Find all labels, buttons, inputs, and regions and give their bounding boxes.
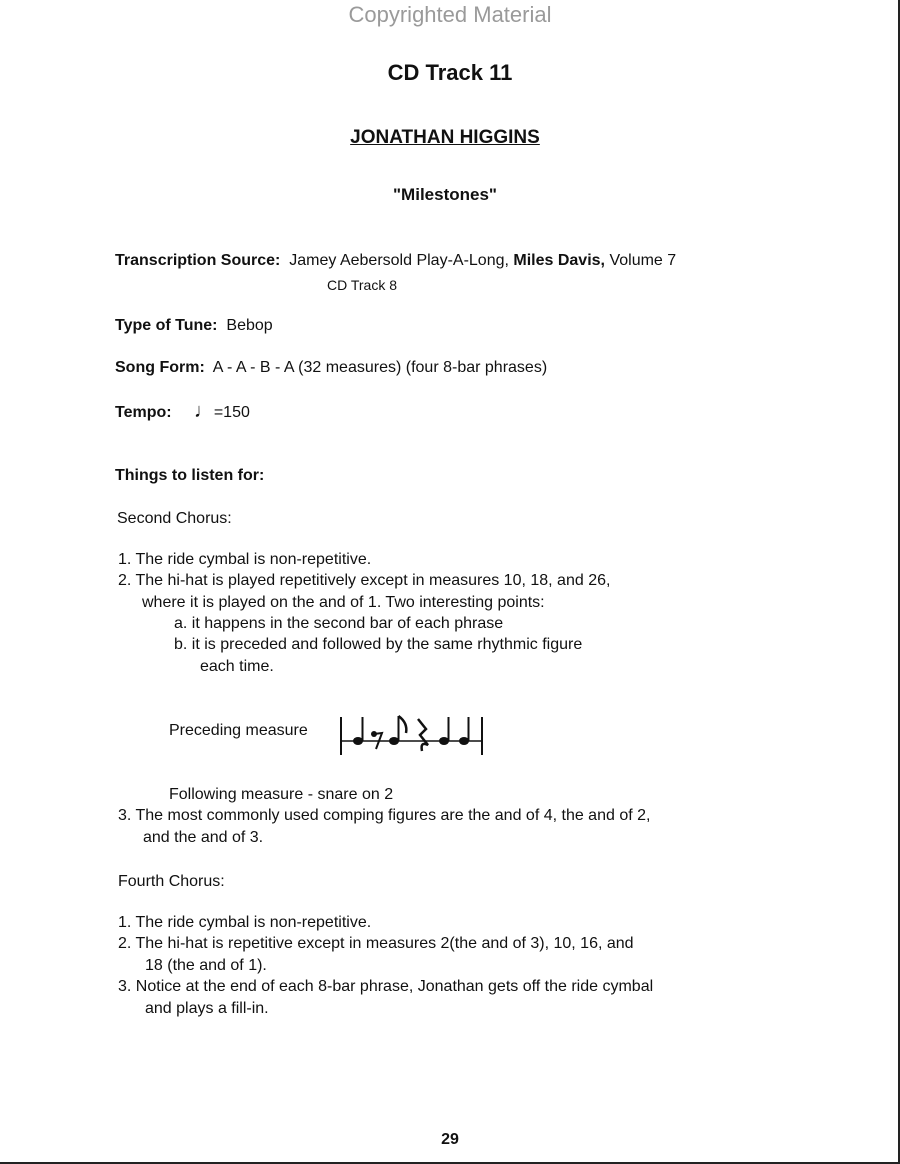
source-value-bold: Miles Davis, xyxy=(513,252,605,269)
second-chorus-item-2: 2. The hi-hat is played repetitively except in measures 10, 18, and 26, xyxy=(118,572,611,589)
fourth-chorus-item-3-cont: and plays a fill-in. xyxy=(145,1000,269,1017)
second-chorus-heading: Second Chorus: xyxy=(117,510,232,527)
source-value: Jamey Aebersold Play-A-Long, xyxy=(289,252,514,269)
artist-name: JONATHAN HIGGINS xyxy=(350,127,540,148)
source-value-volume: Volume 7 xyxy=(605,252,677,269)
fourth-chorus-item-3: 3. Notice at the end of each 8-bar phrase, Jonathan gets off the ride cymbal xyxy=(118,978,654,995)
second-chorus-item-1: 1. The ride cymbal is non-repetitive. xyxy=(118,551,372,568)
fourth-chorus-heading: Fourth Chorus: xyxy=(118,873,225,890)
eighth-rest-icon xyxy=(371,731,382,749)
quarter-rest-icon xyxy=(418,719,428,751)
fourth-chorus-item-1: 1. The ride cymbal is non-repetitive. xyxy=(118,914,372,931)
type-of-tune xyxy=(115,316,273,336)
preceding-measure-label: Preceding measure xyxy=(169,722,308,739)
following-measure-label: Following measure - snare on 2 xyxy=(169,786,394,803)
second-chorus-sub-a: a. it happens in the second bar of each phrase xyxy=(174,615,504,632)
form-value: A - A - B - A (32 measures) (four 8-bar phrases) xyxy=(212,359,548,376)
second-chorus-sub-b: b. it is preceded and followed by the same rhythmic figure xyxy=(174,636,583,653)
source-label: Transcription Source: xyxy=(115,252,281,269)
copyright-watermark: Copyrighted Material xyxy=(348,2,552,27)
quarter-note-icon xyxy=(439,717,449,745)
song-form xyxy=(115,358,547,378)
page-number: 29 xyxy=(441,1131,459,1148)
second-chorus-item-2-cont: where it is played on the and of 1. Two interesting points: xyxy=(142,594,545,611)
tempo-label: Tempo: xyxy=(115,404,172,421)
quarter-note-icon xyxy=(459,717,469,745)
tempo xyxy=(115,401,250,423)
source-track: CD Track 8 xyxy=(327,277,398,293)
tempo-value: =150 xyxy=(213,404,250,421)
second-chorus-item-3-cont: and the and of 3. xyxy=(143,829,264,846)
rhythm-notation xyxy=(336,711,486,759)
fourth-chorus-item-2-cont: 18 (the and of 1). xyxy=(145,957,267,974)
tune-title: "Milestones" xyxy=(393,185,497,204)
quarter-note-icon xyxy=(353,717,363,745)
second-chorus-sub-b-cont: each time. xyxy=(200,658,274,675)
transcription-source xyxy=(115,251,676,271)
type-label: Type of Tune: xyxy=(115,317,218,334)
type-value: Bebop xyxy=(226,317,273,334)
page-title: CD Track 11 xyxy=(387,60,513,85)
listen-heading: Things to listen for: xyxy=(115,467,265,484)
quarter-note-icon: ♩ xyxy=(193,400,214,422)
fourth-chorus-item-2: 2. The hi-hat is repetitive except in measures 2(the and of 3), 10, 16, and xyxy=(118,935,634,952)
form-label: Song Form: xyxy=(115,359,205,376)
second-chorus-item-3: 3. The most commonly used comping figures are the and of 4, the and of 2, xyxy=(118,807,651,824)
